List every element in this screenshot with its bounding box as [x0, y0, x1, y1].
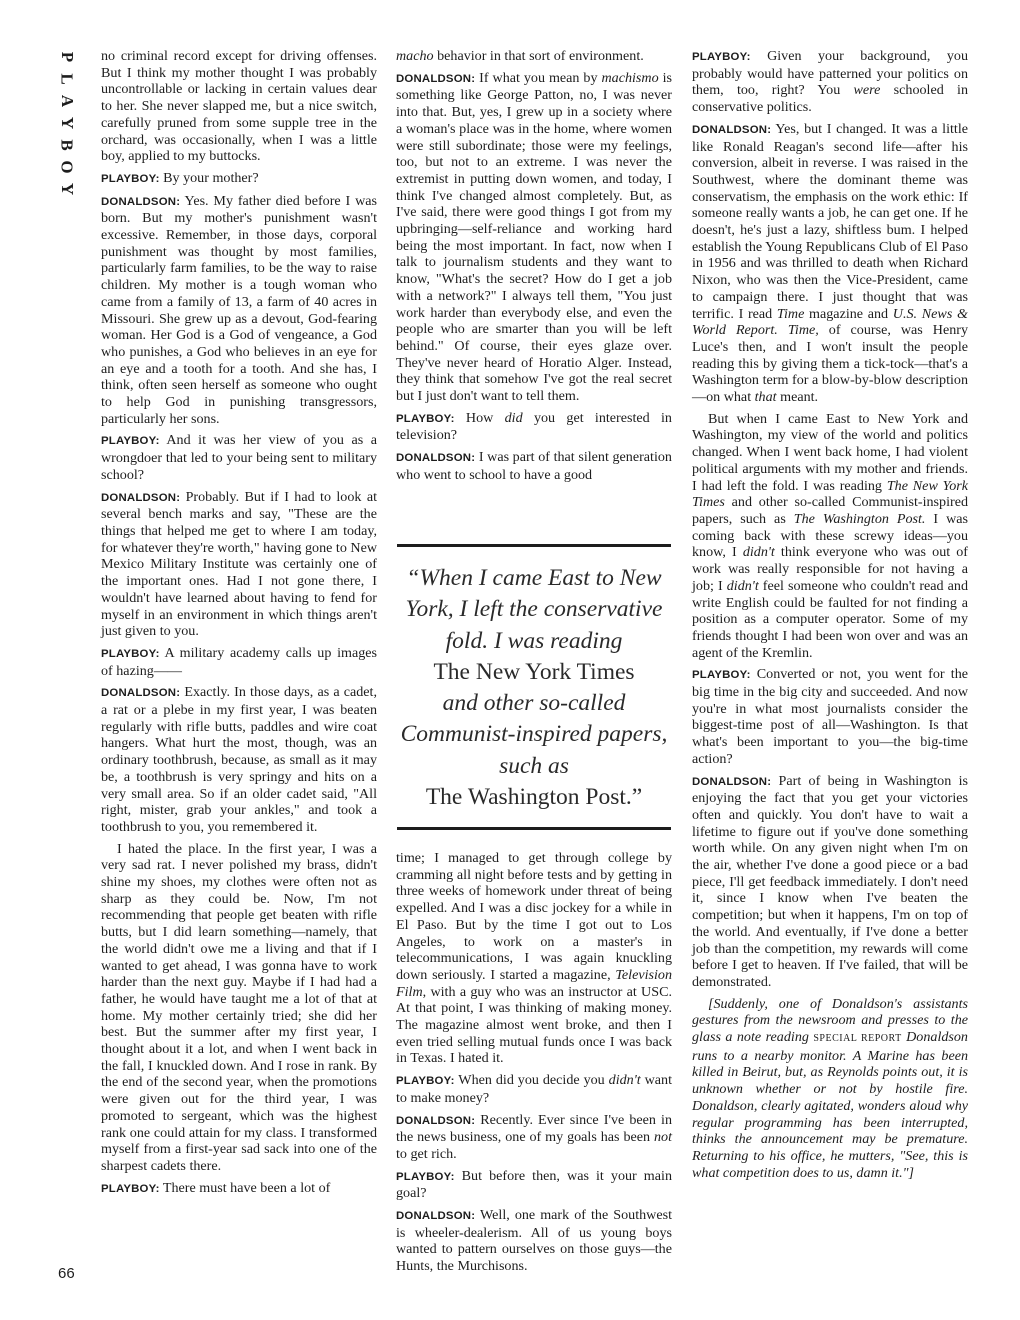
question: PLAYBOY: And it was her view of you as a wrongdoer that led to your being sent to military school?	[101, 432, 378, 483]
answer: DONALDSON: Recently. Ever since I've been in the news business, one of my goals has been not to get rich.	[396, 1111, 672, 1162]
stage-direction: [Suddenly, one of Donaldson's assistants gestures from the newsroom and presses to the glass a note reading SPECIAL REPORT Donaldson runs to a nearby monitor. A Marine has been killed in Beirut, but, as Reynolds points out, it is unknown whether or not by hostile fire. Donaldson, clearly agitated, wonders aloud why regular programming has been interrupted, thinks the announcement may be premature. Returning to his office, he mutters, "See, this is what competition does to us, damn it."]	[692, 995, 968, 1181]
paragraph: time; I managed to get through college by cramming all night before tests and by getting in three weeks of homework under threat of being expelled. And I was a disc jockey for a while in El Paso. But by the time I got out to Los Angeles, to work on a master's in telecommunications, I was again knuckling down seriously. I started a magazine, Television Film, with a guy who was an instructor at USC. At that point, I was thinking of making money. The magazine almost went broke, and then I even tried selling mutual funds once I was back in Texas. I hated it.	[396, 850, 672, 1067]
speaker-label: DONALDSON:	[396, 452, 476, 465]
speaker-label: PLAYBOY:	[396, 1170, 455, 1183]
question: PLAYBOY: Converted or not, you went for the big time in the big city and succeeded. And now you're in what most journalists consider the biggest-time post of all—Washington. Is that what's been important to you—the big-time action?	[692, 666, 968, 767]
answer: DONALDSON: Well, one mark of the Southwest is wheeler-dealerism. All of us young boys wanted to pattern ourselves on those guys—the Hunts, the Murchisons.	[396, 1207, 672, 1275]
magazine-letter: Y	[58, 116, 77, 130]
answer: DONALDSON: Exactly. In those days, as a cadet, a rat or a plebe in my first year, I was beaten regularly with rifle butts, paddles and wire coat hangers. What hurt the most, though, was an ordinary toothbrush, because, as small as it may be, a toothbrush is very springy and hits on a very small area. So if an older cadet said, "All right, mister, grab your ankles," and took a toothbrush to you, you remembered it.	[101, 684, 377, 835]
paragraph: macho behavior in that sort of environment.	[396, 48, 644, 64]
magazine-letter: O	[57, 160, 77, 174]
text-column-2-continued	[396, 850, 672, 1280]
speaker-label: PLAYBOY:	[101, 1182, 160, 1195]
speaker-label: DONALDSON:	[396, 1114, 476, 1127]
speaker-label: PLAYBOY:	[692, 51, 751, 63]
speaker-label: DONALDSON:	[692, 775, 772, 788]
magazine-letter: A	[58, 94, 77, 108]
answer: DONALDSON: Yes, but I changed. It was a little like Ronald Reagan's second life—after his conversion, albeit in reverse. I was raised in the Southwest, where the dominant theme was conservatism, the emphasis on the work ethic: If someone really wants a job, he can get one. If he doesn't, he's just a lazy, shiftless bum. I helped establish the Young Republicans Club of El Paso in 1956 and was thrilled to death when Richard Nixon, who was then the Vice-President, came to campaign there. I just thought that was terrific. I read Time magazine and U.S. News & World Report. Time, of course, was Henry Luce's then, and I won't insult the people reading this by giving them a tick-tock—that's a Washington term for a blow-by-blow description—on what that meant.	[692, 120, 968, 406]
paragraph: I hated the place. In the first year, I was a very sad rat. I never polished my brass, didn't shine my shoes, my clothes were often not as sharp as they could be. Now, I'm not recommending that people get beaten with rifle butts, but I did learn something—namely, that the world didn't owe me a living and that if I wanted to get ahead, I was gonna have to work harder than the next guy. Maybe if I had had a father, he would have taught me a lot of that at home. My mother certainly tried; she did her best. But the summer after my first year, I thought about it a lot, and when I went back in the fall, I knuckled down. And I rose in rank. By the end of the second year, when the promotions were given out for the third year, I was promoted to sergeant, which was the highest rank one could attain for my class. I transformed myself from a first-year sad sack into one of the sharpest cadets there.	[101, 840, 377, 1174]
paragraph: no criminal record except for driving offenses. But I think my mother thought I was probably uncontrollable or lacking in certain values dear to her. She never slapped me, but a nice switch, carefully pruned from some supple tree in the orchard, was occasionally, when I was a little boy, applied to my buttocks.	[101, 48, 377, 165]
answer: DONALDSON: Part of being in Washington is enjoying the fact that you get your victories often and quickly. You don't have to wait a lifetime to figure out if you've done something worth while. On any given night when I'm on the air, whether I've done a good piece or a bad piece, I'll get feedback immediately. I don't need it, since I know when I've beaten the competition; but when it happens, I'm on top of the world. And eventually, if I've done a better job than the competition, my rewards will come before I get to heaven. If I've failed, that will be demonstrated.	[692, 772, 968, 990]
page-number: 66	[58, 1265, 75, 1282]
answer: DONALDSON: Yes. My father died before I was born. But my mother's punishment wasn't excessive. Remember, in those days, corporal punishment was thought by most families, particularly farm families, to be the way to raise children. My mother is a tough woman who came from a family of 13, a farm of 40 acres in Missouri. She grew up as a devout, God-fearing woman. Her God is a God of vengeance, a God who punishes, a God who believes in an eye for an eye and a tooth for a tooth. And she has, I think, often seen herself as someone who ought to help God in punishing transgressors, particularly her sons.	[101, 192, 377, 427]
answer: DONALDSON: Probably. But if I had to look at several bench marks and say, "These are the things that helped me get to where I am today, for whatever they're worth," having gone to New Mexico Military Institute was certainly one of the important ones. Had I not gone there, I wouldn't have learned about having to fend for myself in an environment in which things aren't just given to you.	[101, 488, 377, 640]
question: PLAYBOY: How did you get interested in television?	[396, 409, 672, 444]
pullquote-rule-bottom	[397, 827, 671, 830]
answer: DONALDSON: If what you mean by machismo is something like George Patton, no, I was never into that. But, yes, I grew up in a society where a woman's place was in the home, where women were still subordinate; those were my feelings, too, but not to an extreme. I was never the extremist in putting down women, and today, I think I've changed almost completely. But, as I've said, there were good things I got from my upbringing—self-reliance and working hard being the most important. In fact, now when I talk to journalism students and they want to know, "What's the secret? How do I get a job with a network?" I always tell them, "You just work harder than everybody else, and even the people who are smarter than you will be left behind." Of course, their eyes glaze over. They've never heard of Horatio Alger. Instead, they think that somehow I've got the real secret but I just don't want to tell them.	[396, 69, 672, 405]
question: PLAYBOY: Given your background, you probably would have patterned your politics on them, too, right? You were schooled in conservative politics.	[692, 48, 969, 116]
pullquote-rule-top	[397, 544, 671, 547]
pullquote: “When I came East to New York, I left the conservative fold. I was reading The New York Times and other so-called Communist-inspired papers, such as The Washington Post.”	[400, 565, 668, 811]
speaker-label: PLAYBOY:	[692, 669, 751, 682]
answer: DONALDSON: I was part of that silent generation who went to school to have a good	[396, 449, 672, 483]
speaker-label: DONALDSON:	[101, 195, 181, 208]
speaker-label: DONALDSON:	[396, 72, 476, 85]
speaker-label: PLAYBOY:	[101, 647, 160, 660]
magazine-letter: P	[57, 51, 77, 63]
speaker-label: DONALDSON:	[101, 687, 181, 700]
text-column-3	[692, 48, 968, 1186]
speaker-label: PLAYBOY:	[396, 412, 455, 425]
magazine-letter: Y	[58, 182, 77, 196]
magazine-letter: B	[58, 139, 77, 151]
speaker-label: DONALDSON:	[396, 1210, 476, 1223]
speaker-label: PLAYBOY:	[396, 1075, 455, 1088]
question: PLAYBOY: When did you decide you didn't want to make money?	[396, 1072, 672, 1106]
text-column-2	[396, 48, 672, 489]
question: PLAYBOY: A military academy calls up images of hazing——	[101, 644, 377, 679]
paragraph: But when I came East to New York and Washington, my view of the world and politics changed. When I went back home, I had violent political arguments with my mother and friends. I had left the fold. I was reading The New York Times and other so-called Communist-inspired papers, such as The Washington Post. I was coming back with these screwy ideas—you know, I didn't think everyone who was out of work was really responsible for not having a job; I didn't feel someone who couldn't read and write English could be faulted for not finding a position as a computer operator. Some of my friends thought I had been won over and was an agent of the Kremlin.	[692, 410, 969, 661]
speaker-label: DONALDSON:	[101, 491, 181, 504]
vertical-magazine-name	[53, 46, 81, 200]
speaker-label: DONALDSON:	[692, 123, 772, 136]
text-column-1	[101, 48, 377, 1202]
magazine-letter: L	[58, 73, 77, 85]
question: PLAYBOY: By your mother?	[101, 169, 259, 186]
speaker-label: PLAYBOY:	[101, 172, 160, 185]
question: PLAYBOY: There must have been a lot of	[101, 1179, 331, 1196]
question: PLAYBOY: But before then, was it your main goal?	[396, 1167, 672, 1202]
speaker-label: PLAYBOY:	[101, 435, 160, 448]
